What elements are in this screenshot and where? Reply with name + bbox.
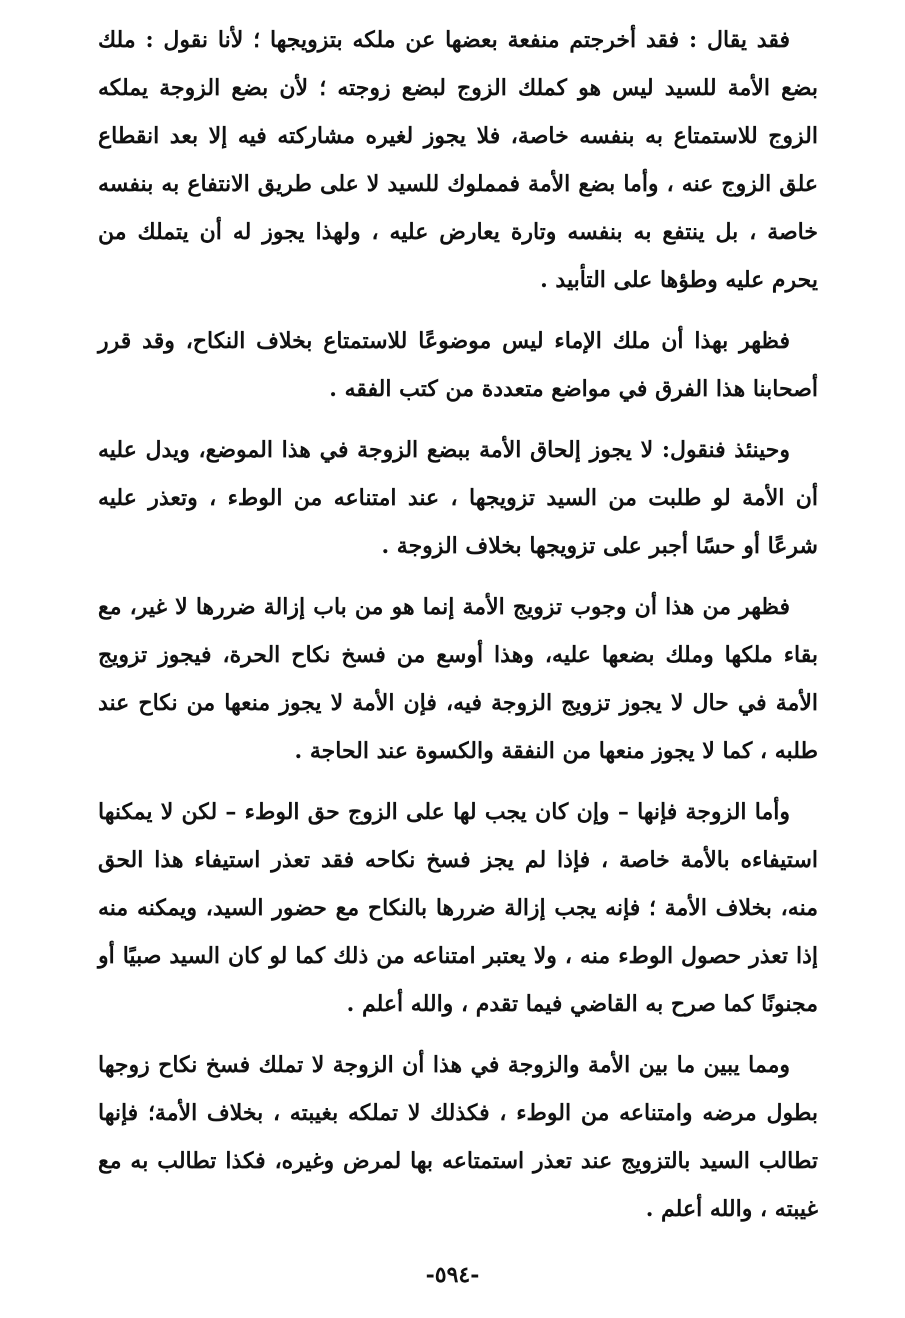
page-number: -٥٩٤- xyxy=(425,1262,480,1288)
paragraph-3: وحينئذ فنقول: لا يجوز إلحاق الأمة ببضع الزوجة في هذا الموضع، ويدل عليه أن الأمة لو طلبت من السيد تزويجها ، عند امتناعه من الوطء ، وتعذر عليه شرعًا أو حسًا أجبر على تزويجها بخلاف الزوجة . xyxy=(98,437,818,559)
paragraph-1: فقد يقال : فقد أخرجتم منفعة بعضها عن ملكه بتزويجها ؛ لأنا نقول : ملك بضع الأمة للسيد ليس هو كملك الزوج لبضع زوجته ؛ لأن بضع الزوجة يملكه الزوج للاستمتاع به بنفسه خاصة، فلا يجوز لغيره مشاركته فيه إلا بعد انقطاع علق الزوج عنه ، وأما بضع الأمة فمملوك للسيد لا على طريق الانتفاع به بنفسه خاصة ، بل ينتفع به بنفسه وتارة يعارض عليه ، ولهذا يجوز له أن يتملك من يحرم عليه وطؤها على التأبيد . xyxy=(98,27,818,293)
paragraph-2: فظهر بهذا أن ملك الإماء ليس موضوعًا للاستمتاع بخلاف النكاح، وقد قرر أصحابنا هذا الفرق في مواضع متعددة من كتب الفقه . xyxy=(98,328,818,402)
body-text xyxy=(98,16,818,1246)
paragraph-4: فظهر من هذا أن وجوب تزويج الأمة إنما هو من باب إزالة ضررها لا غير، مع بقاء ملكها وملك بضعها عليه، وهذا أوسع من فسخ نكاح الحرة، فيجوز تزويج الأمة في حال لا يجوز تزويج الزوجة فيه، فإن الأمة لا يجوز منعها من نكاح عند طلبه ، كما لا يجوز منعها من النفقة والكسوة عند الحاجة . xyxy=(98,594,818,764)
paragraph-6: ومما يبين ما بين الأمة والزوجة في هذا أن الزوجة لا تملك فسخ نكاح زوجها بطول مرضه وامتناعه من الوطء ، فكذلك لا تملكه بغيبته ، بخلاف الأمة؛ فإنها تطالب السيد بالتزويج عند تعذر استمتاعه بها لمرض وغيره، فكذا تطالب به مع غيبته ، والله أعلم . xyxy=(98,1052,818,1222)
paragraph-5: وأما الزوجة فإنها – وإن كان يجب لها على الزوج حق الوطء – لكن لا يمكنها استيفاءه بالأمة خاصة ، فإذا لم يجز فسخ نكاحه فقد تعذر استيفاء هذا الحق منه، بخلاف الأمة ؛ فإنه يجب إزالة ضررها بالنكاح مع حضور السيد، ويمكنه منه إذا تعذر حصول الوطء منه ، ولا يعتبر امتناعه من ذلك كما لو كان السيد صبيًا أو مجنونًا كما صرح به القاضي فيما تقدم ، والله أعلم . xyxy=(98,799,818,1017)
